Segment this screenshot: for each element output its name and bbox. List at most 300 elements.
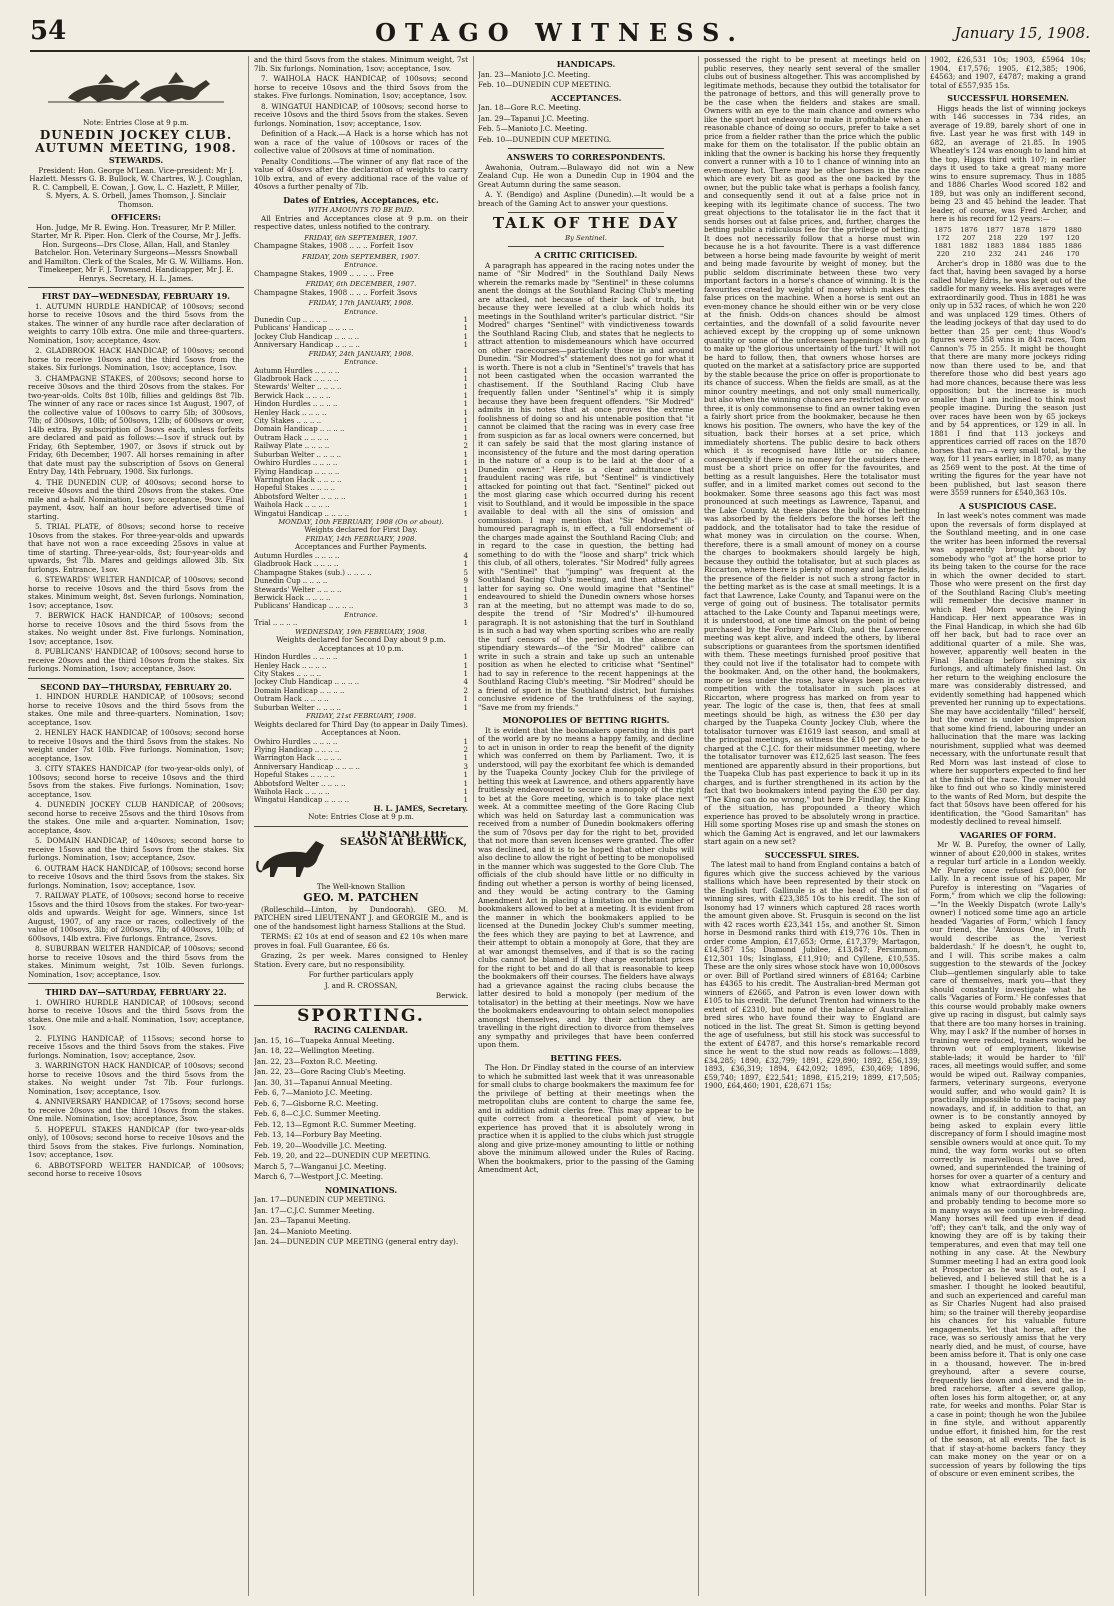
fee-amount: 1 — [463, 383, 468, 392]
acceptance-entry: Feb. 10—DUNEDIN CUP MEETING. — [478, 134, 612, 144]
article-paragraph: A paragraph has appeared in the racing notes under the name of "Sir Modred" in the Southland Daily News wherein the remarks made by "Sentinel" in these columns anent the doings at the Southland Racing Club's meeting are attacked, not because of their lack of truth, but because they were levelled at a club which holds its meetings in the Southland writer's particular district. "Sir Modred" charges "Sentinel" with vindictiveness towards the Southland Racing Club, and states that he neglects to attract attention to misdemeanours which have occurred on other racecourses—particularly those in and around Dunedin. "Sir Modred's" statement does not go for what it is worth. There is not a club in "Sentinel's" travels that has not been castigated when the occasion warranted the chastisement. If the Southland Racing Club have frequently fallen under "Sentinel's" whip it is simply because they have been frequent offenders. "Sir Modred" admits in his notes that at once proves the extreme foolishness of doing so and his untenable position that "it cannot be claimed that the racing was in every case free from suspicion as far as local owners were concerned, but it can safely be said that the most glaring instance of inconsistency of the future and the most daring operation in the nature of a coup is to be laid at the door of a Dunedin owner." Here is a clear admittance that fraudulent racing was rife, but "Sentinel" is vindictively attacked for pointing out that fact. "Sentinel" picked out the most glaring case which occurred during his recent visit to Southland, and it would be impossible in the space available to deal with all the sins of omission and commission. I may mention that "Sir Modred's" ill-humoured paragraph is, in effect, a full endorsement of the charges made against the Southland Racing Club; and in regard to the case in question, the betting had something to do with the "loose and sharp" trick which this club, of all others, tolerates. "Sir Modred" fully agrees with "Sentinel" that "jumping" was frequent at the Southland Racing Club's meeting, and then attacks the latter for saying so. One would imagine that "Sentinel" endeavoured to shield the Dunedin owners whose horses ran at the meeting, but no attempt was made to do so, despite the trend of "Sir Modred's" ill-humoured paragraph. It is not astonishing that the turf in Southland is in such a bad way when sporting scribes who are really the turf censors of the period, in the absence of stipendiary stewards—of the "Sir Modred" calibre can write in such a strain and take up such an untenable position as when he elected to criticise what "Sentinel" had to say in reference to the recent happenings at the Southland Racing Club's meeting. "Sir Modred" should be a friend of sport in the Southland district, but furnishes conclusive evidence of the truthfulness of the saying, "Save me from my friends." — [478, 260, 694, 712]
column-2 — [254, 56, 468, 1596]
fee-row — [254, 662, 468, 670]
table-cell: 232 — [988, 249, 1002, 258]
fee-row — [254, 754, 468, 762]
fee-row — [254, 586, 468, 594]
column-rule — [248, 56, 249, 1596]
fee-amount: 1 — [463, 501, 468, 510]
section-heading: SUCCESSFUL HORSEMEN. — [947, 93, 1069, 103]
fee-line: Champagne Stakes, 1908 .. .. .. Forfeit 3sovs — [254, 287, 418, 297]
sporting-heading: SPORTING. — [297, 1005, 425, 1026]
article-paragraph: Higgs heads the list of winning jockeys with 146 successes in 734 rides, an average of 19.89, barely short of one in five. Last year he was first with 149 in 682, an average of 21.85. In 1905 Wheatley's 124 was enough to land him at the top, Higgs third with 107; in earlier days it used to take a great many more wins to ensure supremacy. Thus in 1885 and 1886 Charles Wood scored 182 and 189, but was only an indifferent second, being 23 and 45 behind the leader. That leader, of course, was Fred Archer, and here is his record for 12 years:— — [930, 103, 1086, 223]
fee-row — [254, 619, 468, 627]
fee-row — [254, 746, 468, 754]
fee-race-name: Railway Plate .. .. .. .. — [254, 442, 330, 451]
table-cell: 1881 — [934, 241, 952, 250]
race-item: 8. PUBLICANS' HANDICAP, of 100sovs; second horse to receive 20sovs and the third 10sovs from the stakes. Six furlongs. Nomination, 1sov; acceptance, 3sov. — [28, 647, 244, 673]
section-heading: MONOPOLIES OF BETTING RIGHTS. — [502, 715, 670, 725]
racehorses-illustration — [28, 58, 244, 112]
fee-line: Champagne Stakes, 1909 .. .. .. .. Free — [254, 268, 394, 278]
divider — [508, 246, 664, 247]
fee-amount: 4 — [463, 678, 468, 687]
entrance-label: Entrance. — [344, 358, 378, 367]
table-cell: 207 — [962, 233, 976, 242]
fee-list — [254, 619, 468, 627]
fee-row — [254, 324, 468, 332]
date-heading: FRIDAY, 6th SEPTEMBER, 1907. — [304, 233, 418, 242]
fee-race-name: Stewards' Welter .. .. .. .. — [254, 585, 342, 594]
table-cell: 1884 — [1012, 241, 1030, 250]
article-paragraph: In last week's notes comment was made upon the reversals of form displayed at the Southland meeting, and in one case the writer has been informed the reversal was apparently brought about by somebody who "got at" the horse prior to its being taken to the course for the race in which the owner decided to start. Those who were present on the first day of the Southland Racing Club's meeting will remember the decisive manner in which Red Morn won the Flying Handicap. Her next appearance was in the Final Handicap, in which she had 6lb off her back, but had to race over an additional quarter of a mile. She was, however, apparently well beaten in the Final Handicap before running six furlongs, and ultimately finished last. On her return to the weighing enclosure the mare was considerably distressed, and evidently something had happened which prevented her running up to expectations. She may have accidentally "filled" herself, but the owner is under the impression that some kind friend, labouring under an hallucination that the mare was lacking nourishment, supplied what was deemed necessary, with the unfortunate result that Red Morn was last instead of close to where her supporters expected to find her at the finish of the race. The owner would like to find out who so kindly ministered to the wants of Red Morn, but despite the fact that 50sovs have been offered for his identification, the "Good Samaritan" has modestly declined to reveal himself. — [930, 511, 1086, 826]
fee-row — [254, 687, 468, 695]
fee-amount: 4 — [463, 551, 468, 560]
stallion-name: GEO. M. PATCHEN — [303, 891, 419, 905]
entrance-label: Entrance. — [344, 307, 378, 316]
race-item: 6. ABBOTSFORD WELTER HANDICAP, of 100sovs; second horse to receive 10sovs — [28, 1160, 244, 1178]
page-header — [30, 10, 1090, 52]
issue-date: January 15, 1908. — [954, 24, 1090, 42]
nominations-heading: NOMINATIONS. — [324, 1184, 398, 1195]
fee-row — [254, 560, 468, 568]
fee-race-name: Hindon Hurdles .. .. .. .. — [254, 653, 338, 662]
race-item-continued: and the third 5sovs from the stakes. Minimum weight, 7st 7lb. Six furlongs. Nomination, 1sov; acceptance, 1sov. — [254, 56, 468, 73]
race-item: 1. HINDON HURDLE HANDICAP, of 100sovs; second horse to receive 10sovs and the third 5sovs from the stakes. One mile and three-quarters. Nomination, 1sov; acceptance, 1sov. — [28, 692, 244, 727]
fee-race-name: Abbotsford Welter .. .. .. .. — [254, 779, 346, 788]
handicaps-list — [478, 71, 694, 90]
fee-race-name: Flying Handicap .. .. .. .. — [254, 467, 340, 476]
entrance-label: Entrance. — [344, 261, 378, 269]
section-heading: A SUSPICIOUS CASE. — [959, 500, 1057, 511]
table-cell: 241 — [1014, 249, 1028, 258]
fee-row — [254, 493, 468, 501]
race-item: 5. TRIAL PLATE, of 80sovs; second horse to receive 10sovs from the stakes. For three-year-olds and upwards that have not won a race exceeding 25sovs in value at time of starting. Three-year-olds, 8st; four-year-olds and upwards, 9st 7lb. Mares and geldings allowed 3lb. Six furlongs. Entrance, 1sov. — [28, 522, 244, 574]
race-item: 6. STEWARDS' WELTER HANDICAP, of 100sovs; second horse to receive 10sovs and the third 5sovs from the stakes. Minimum weight, 8st. Seven furlongs. Nomination, 1sov; acceptance, 1sov. — [28, 575, 244, 610]
section-heading: SUCCESSFUL SIRES. — [764, 849, 860, 860]
fee-row — [254, 434, 468, 442]
nomination-entry: Jan. 17—C.J.C. Summer Meeting. — [254, 1205, 375, 1215]
fee-race-name: Berwick Hack .. .. .. .. — [254, 593, 331, 602]
meeting-title: AUTUMN MEETING, 1908. — [35, 140, 237, 155]
fee-row — [254, 425, 468, 433]
article-paragraph: The Hon. Dr Findlay stated in the course of an interview to which he submitted last week that it was unreasonable for small clubs to charge bookmakers the maximum fee for the privilege of betting at their meetings when the metropolitan clubs are content to charge the same fee, and in addition admit clerks free. This may appear to be quite correct from a theoretical point of view, but experience has proved that it is absolutely wrong in practice when it is applied to the clubs which just struggle along and give prize-money amounting to little or nothing above the minimum allowed under the Rules of Racing. When the bookmakers, prior to the passing of the Gaming Amendment Act, — [478, 1063, 694, 1174]
weights-note: Weights declared for First Day. — [304, 525, 418, 535]
divider — [254, 826, 468, 827]
entrance-label: Entrance. — [344, 610, 378, 619]
fee-race-name: Hopeful Stakes .. .. .. .. — [254, 771, 335, 780]
calendar-entry: March 6, 7—Westport J.C. Meeting. — [254, 1172, 384, 1182]
fee-race-name: Gladbrook Hack .. .. .. .. — [254, 560, 339, 569]
fee-amount: 1 — [463, 467, 468, 476]
table-cell: 246 — [1040, 249, 1054, 258]
table-cell: 1877 — [986, 225, 1004, 234]
fee-race-name: Publicans' Handicap .. .. .. .. — [254, 324, 354, 333]
fee-race-name: Dunedin Cup .. .. .. .. — [254, 316, 328, 324]
weights-note: Weights declared for Third Day (to appear in Daily Times). — [254, 719, 468, 729]
advert-grazing: Grazing, 2s per week. Mares consigned to Henley Station. Every care, but no responsibility. — [254, 951, 468, 969]
race-item: 2. FLYING HANDICAP, of 115sovs; second horse to receive 15sovs and the third 5sovs from the stakes. Five furlongs. Nomination, 1sov; acceptance, 2sov. — [28, 1033, 244, 1060]
acceptances-note: Acceptances at 10 p.m. — [318, 643, 404, 653]
officers-heading: OFFICERS: — [111, 212, 161, 222]
fee-row — [254, 788, 468, 796]
table-cell: 197 — [1040, 233, 1054, 242]
acceptances-note: Acceptances at Noon. — [321, 728, 401, 738]
fee-amount: 1 — [463, 787, 468, 796]
fee-row — [254, 763, 468, 771]
fee-amount: 3 — [463, 762, 468, 771]
fee-amount: 2 — [463, 442, 468, 451]
fee-row — [254, 594, 468, 602]
table-cell: 170 — [1066, 249, 1080, 258]
article-paragraph: It is evident that the bookmakers operating in this part of the world are by no means a happy family, and decline to act in unison in order to reap the benefit of the dignity which was conferred on them by Parliament. Two, it is understood, will pay the exorbitant fee which is demanded by the Tuapeka County Jockey Club for the privilege of betting this week at Lawrence, and others apparently have fruitlessly endeavoured to secure a monopoly of the right to bet at the Gore meeting, which is to take place next week. At a committee meeting of the Gore Racing Club which was held on Saturday last a communication was received from a number of Dunedin bookmakers offering the sum of 70sovs per day for the right to bet, provided that not more than seven licenses were granted. The offer was declined, and it is to be hoped that other clubs will also decline to allow the right of betting to be monopolised in the manner which was suggested to the Gore Club. The officials of the club should have little or no difficulty in finding out whether a person is worthy of being licensed, and they would be acting contrary to the Gaming Amendment Act in placing a limitation on the number of bookmakers allowed to bet at a meeting. It is evident from the manner in which the bookmakers applied to be licensed at the Dunedin Jockey Club's summer meeting, the fees which they are paying to bet at Lawrence, and their attempt to obtain a monopoly at Gore, that they are at war amongst themselves, and if that is so the racing clubs cannot be blamed if they charge exorbitant prices for the right to bet and do all that is reasonable to keep the bookmakers off their courses. The fielders have always had a grievance against the racing clubs because the latter desired to hold a monopoly (per medium of the totalisator) in the betting at their meetings. Now we have the bookmakers endeavouring to obtain select monopolies amongst themselves, and by their action they are travelling in the right direction to divorce from themselves any sympathy and privileges that have been conferred upon them. — [478, 725, 694, 1049]
fee-row — [254, 442, 468, 450]
fee-row — [254, 468, 468, 476]
fee-race-name: Flying Handicap .. .. .. .. — [254, 745, 340, 754]
handicaps-heading: HANDICAPS. — [556, 59, 616, 69]
fee-race-name: Publicans' Handicap .. .. .. .. — [254, 602, 354, 611]
fee-amount: 1 — [463, 585, 468, 594]
fee-row — [254, 569, 468, 577]
fee-amount: 1 — [463, 366, 468, 375]
advert-subline: The Well-known Stallion — [316, 881, 406, 891]
race-item: 4. ANNIVERSARY HANDICAP, of 175sovs; second horse to receive 20sovs and the third 10sovs from the stakes. One mile. Nomination, 1sov; acceptance, 3sov. — [28, 1097, 244, 1123]
acceptance-entry: Feb. 5—Manioto J.C. Meeting. — [478, 124, 588, 133]
column-4 — [704, 56, 920, 1596]
column-5 — [930, 56, 1086, 1596]
fee-race-name: Stewards' Welter .. .. .. .. — [254, 383, 342, 392]
fee-row — [254, 341, 468, 349]
fee-row — [254, 459, 468, 467]
section-heading: VAGARIES OF FORM. — [959, 829, 1057, 840]
calendar-entry: Jan. 22, 23—Gore Racing Club's Meeting. — [254, 1067, 406, 1077]
column-rule — [698, 56, 699, 1596]
advert-place: Berwick. — [435, 991, 468, 1001]
racing-calendar-heading: RACING CALENDAR. — [313, 1025, 409, 1036]
fee-race-name: Jockey Club Handicap .. .. .. .. — [254, 332, 360, 341]
archer-record-table — [930, 226, 1086, 258]
fee-amount: 3 — [463, 602, 468, 611]
fee-race-name: City Stakes .. .. .. .. — [254, 670, 322, 678]
column-rule — [473, 56, 474, 1596]
weights-note: Weights declared for Second Day about 9 p.m. — [276, 635, 446, 645]
divider — [28, 678, 244, 679]
third-day-heading: THIRD DAY—SATURDAY, FEBRUARY 22. — [45, 987, 227, 997]
club-title: DUNEDIN JOCKEY CLUB. — [39, 128, 233, 142]
fee-list — [254, 738, 468, 805]
table-cell: 1879 — [1038, 225, 1056, 234]
race-item: 1. AUTUMN HURDLE HANDICAP, of 100sovs; second horse to receive 10sovs and the third 5sovs from the stakes. The winner of any hurdle race after declaration of weights to carry 10lb extra. One mile and three-quarters. Nomination, 1sov; acceptance, 4sov. — [28, 301, 244, 345]
fee-race-name: Outram Hack .. .. .. .. — [254, 695, 329, 704]
fee-race-name: Autumn Hurdles .. .. .. .. — [254, 366, 340, 375]
fee-race-name: Waihola Hack .. .. .. .. — [254, 501, 330, 510]
calendar-entry: Feb. 19, 20—Woodville J.C. Meeting. — [254, 1140, 387, 1150]
table-cell: 229 — [1014, 233, 1028, 242]
fee-amount: 1 — [463, 408, 468, 417]
fee-amount: 9 — [463, 577, 468, 586]
fee-row — [254, 367, 468, 375]
nomination-entry: Jan. 23—Tapanui Meeting. — [254, 1216, 351, 1226]
calendar-entry: Feb. 12, 13—Egmont R.C. Summer Meeting. — [254, 1119, 417, 1129]
date-heading: WEDNESDAY, 19th FEBRUARY, 1908. — [295, 627, 427, 636]
fee-amount: 1 — [463, 375, 468, 384]
fee-list — [254, 552, 468, 611]
fee-row — [254, 409, 468, 417]
fee-amount: 1 — [463, 459, 468, 468]
table-cell: 1885 — [1038, 241, 1056, 250]
fee-amount: 1 — [463, 670, 468, 678]
table-cell: 218 — [988, 233, 1002, 242]
race-item: 2. GLADBROOK HACK HANDICAP, of 100sovs; second horse to receive 10sovs and the third 5sovs from the stakes. Six furlongs. Nomination, 1sov; acceptance, 1sov. — [28, 346, 244, 372]
fee-race-name: Berwick Hack .. .. .. .. — [254, 391, 331, 400]
fee-amount: 1 — [463, 475, 468, 484]
calendar-entry: Feb. 13, 14—Forbury Bay Meeting. — [254, 1130, 382, 1140]
column-title: TALK OF THE DAY — [492, 214, 680, 232]
table-cell: 1883 — [986, 241, 1004, 250]
fee-amount: 1 — [463, 341, 468, 350]
fee-amount: 1 — [463, 332, 468, 341]
article-paragraph: Mr W. B. Purefoy, the owner of Lally, winner of about £20,000 in stakes, writes a regular turf article in a London weekly. Mr Purefoy once refused £20,000 for Lally. In a recent issue of his paper, Mr Purefoy is interesting on "Vagaries of Form," from which we clip the following:—"In the Weekly Dispatch (wrote Lally's owner) I noticed some time ago an article headed 'Vagaries of Form,' which I fancy our friend, the 'Anxious One,' in Truth would describe as the 'veriest balderdash.' If he doesn't, he ought to, and I will. This scribe makes a calm suggestion to the stewards of the Jockey Club—gentlemen singularly able to take care of themselves, mark you—that they should constantly investigate what he calls 'Vagaries of Form.' He confesses that this course would probably make owners give up racing in disgust, but calmly says that there are too many horses in training. Why, may I ask? If the number of horses in training were reduced, trainers would be thrown out of employment, likewise stable-lads; it would be harder to 'fill' races, all meetings would suffer, and some would be wiped out. Railway companies, farmers, veterinary surgeons, everyone would suffer, and who would gain? It is practically impossible to make racing pay nowadays, and if, in addition to that, an owner is to be constantly annoyed by being asked to explain every little discrepancy of form I should imagine most sensible owners would at once quit. To my mind, the way form works out so often correctly is marvellous. I have bred, owned, and superintended the training of horses for over a quarter of a century and know what extraordinarily delicate animals many of our thoroughbreds are, and probably tending to become more so in many ways as we continue in-breeding. Many horses will feed up even if dead 'off'; they can't talk, and the only way of knowing they are off is by taking their temperatures, and even that may tell one nothing in any case. At the Newbury Summer meeting I had an extra good look at Prospector as he was led out, as I believed, and I believed still that he is a smasher. I thought he looked beautiful, and such an experienced and careful man as Sir Charles Nugent had also praised him; so the trainer will thereby jeopardise his chances for his valuable future engagements. Yet that horse, after the race, was so seriously amiss that he very nearly died, and he must, of course, have been amiss before it. That is only one case in a thousand, however. The in-bred greyhound, after a severe course, frequently lies down and dies, and the in-bred racehorse, after a severe gallop, often loses his form altogether, or, at any rate, for weeks and months. Polar Star is a case in point; though he won the Jubilee in fine style, and without apparently undue effort, it finished him, for the rest of the season, at all events. The fact is that if stay-at-home backers fancy they can make money on the year or on a succession of years by following the tips of obscure or even eminent scribes, the — [930, 840, 1086, 1478]
fee-row — [254, 476, 468, 484]
fee-race-name: Hindon Hurdles .. .. .. .. — [254, 400, 338, 409]
handicap-entry: Feb. 10—DUNEDIN CUP MEETING. — [478, 80, 612, 89]
race-item: 4. THE DUNEDIN CUP, of 400sovs; second horse to receive 40sovs and the third 20sovs from the stakes. One mile and a-half. Nomination, 1sov; acceptance, 9sov. Final payment, 4sov, half an hour before advertised time of starting. — [28, 477, 244, 521]
fee-row — [254, 392, 468, 400]
race-item: 5. DOMAIN HANDICAP, of 140sovs; second horse to receive 15sovs and the third 5sovs from the stakes. Six furlongs. Nomination, 1sov; acceptance, 2sov. — [28, 836, 244, 862]
fee-amount: 1 — [463, 509, 468, 518]
race-item: 7. RAILWAY PLATE, of 100sovs; second horse to receive 15sovs and the third 10sovs from the stakes. For two-year-olds and upwards. Weight for age. Winners, since 1st August, 1907, of any race or races, collectively of the value of 100sovs, 3lb; of 200sovs, 7lb; of 400sovs, 10lb; of 600sovs, 14lb extra. Five furlongs. Entrance, 2sovs. — [28, 891, 244, 943]
fee-row — [254, 510, 468, 518]
date-heading: MONDAY, 10th FEBRUARY, 1908 (On or about). — [278, 517, 444, 526]
race-item: 3. WARRINGTON HACK HANDICAP, of 100sovs; second horse to receive 10sovs and the third 5sovs from the stakes. No weight under 7st 7lb. Four furlongs. Nomination, 1sov; acceptance, 1sov. — [28, 1061, 244, 1096]
date-heading: FRIDAY, 14th FEBRUARY, 1908. — [305, 534, 417, 543]
race-item: 3. CITY STAKES HANDICAP (for two-year-olds only), of 100sovs; second horse to receive 10sovs and the third 5sovs from the stakes. Five furlongs. Nomination, 1sov; acceptance, 1sov. — [28, 764, 244, 799]
table-cell: 120 — [1066, 233, 1080, 242]
dates-subheading: WITH AMOUNTS TO BE PAID. — [307, 206, 415, 214]
answers-heading: ANSWERS TO CORRESPONDENTS. — [506, 152, 666, 162]
stewards-heading: STEWARDS. — [108, 155, 164, 165]
fee-race-name: Dunedin Cup .. .. .. .. — [254, 577, 328, 586]
fee-row — [254, 417, 468, 425]
race-item: 4. DUNEDIN JOCKEY CLUB HANDICAP, of 200sovs; second horse to receive 25sovs and the third 10sovs from the stakes. One mile and a-quarter. Nomination, 1sov; acceptance, 4sov. — [28, 800, 244, 835]
date-heading: FRIDAY, 21st FEBRUARY, 1908. — [305, 712, 417, 721]
calendar-entry: Jan. 30, 31—Tapanui Annual Meeting. — [254, 1077, 393, 1087]
column-3 — [478, 56, 694, 1596]
table-cell: 1878 — [1012, 225, 1030, 234]
fee-race-name: Abbotsford Welter .. .. .. .. — [254, 492, 346, 501]
fee-amount: 1 — [463, 653, 468, 662]
fee-amount: 1 — [463, 316, 468, 324]
fee-amount: 1 — [463, 560, 468, 569]
fee-race-name: Trial .. .. .. .. — [254, 619, 298, 628]
fee-amount: 1 — [463, 484, 468, 493]
hack-definition: Definition of a Hack.—A Hack is a horse which has not won a race of the value of 100sovs or races of the collective value of 200sovs at time of nomination. — [254, 129, 468, 155]
column-rule — [925, 56, 926, 1596]
race-item: 1. OWHIRO HURDLE HANDICAP, of 100sovs; second horse to receive 10sovs and the third 5sovs from the stakes. One mile and a-half. Nomination, 1sov; acceptance, 1sov. — [28, 997, 244, 1032]
fee-race-name: Gladbrook Hack .. .. .. .. — [254, 375, 339, 384]
fee-race-name: Owhiro Hurdles .. .. .. .. — [254, 459, 338, 468]
fee-race-name: Outram Hack .. .. .. .. — [254, 433, 329, 442]
fee-amount: 1 — [463, 450, 468, 459]
fee-race-name: Anniversary Handicap .. .. .. .. — [254, 762, 360, 771]
secretary-signature: H. L. JAMES, Secretary. — [373, 803, 468, 813]
fee-race-name: Domain Handicap .. .. .. .. — [254, 686, 345, 695]
table-cell: 1876 — [960, 225, 978, 234]
fee-race-name: Warrington Hack .. .. .. .. — [254, 754, 342, 763]
table-cell: 210 — [962, 249, 976, 258]
acceptances-heading: ACCEPTANCES. — [550, 92, 622, 103]
date-heading: FRIDAY, 17th JANUARY, 1908. — [308, 299, 414, 307]
nomination-entry: Jan. 24—DUNEDIN CUP MEETING (general entry day). — [254, 1237, 459, 1247]
fee-amount: 2 — [463, 686, 468, 695]
answer-item: Awahonia, Outram.—Bulawayo did not win a New Zealand Cup. He won a Dunedin Cup in 1904 and the Great Autumn during the same season. — [478, 162, 694, 189]
page-number: 54 — [30, 16, 67, 46]
officers-text: Hon. Judge, Mr R. Ewing. Hon. Treasurer, Mr P. Miller. Starter, Mr R. Piper. Hon. Clerk of the Course, Mr J. Jeffs. Hon. Surgeons—Drs Close, Allan, Hall, and Stanley Batchelor. Hon. Veterinary Surgeons—Messrs Snowball and Hamilton. Clerk of the Scales, Mr G. W. Williams. Hon. Timekeeper, Mr F. J. Townsend. Handicapper, Mr J. E. Henrys. Secretary, H. L. James. — [28, 222, 244, 283]
first-day-heading: FIRST DAY—WEDNESDAY, FEBRUARY 19. — [41, 291, 231, 301]
fee-list — [254, 316, 468, 350]
section-heading: BETTING FEES. — [550, 1052, 622, 1063]
fee-amount: 1 — [463, 400, 468, 409]
calendar-entry: March 5, 7—Wanganui J.C. Meeting. — [254, 1161, 387, 1171]
fee-row — [254, 400, 468, 408]
fee-row — [254, 375, 468, 383]
calendar-entry: Jan. 22, 23—Foxton R.C. Meeting. — [254, 1056, 378, 1066]
second-day-heading: SECOND DAY—THURSDAY, FEBRUARY 20. — [40, 681, 232, 692]
fee-amount: 1 — [463, 619, 468, 628]
fee-race-name: Hopeful Stakes .. .. .. .. — [254, 484, 335, 493]
divider — [28, 287, 244, 288]
dates-heading: Dates of Entries, Acceptances, etc. — [283, 194, 439, 205]
fee-amount: 1 — [463, 754, 468, 763]
entries-note: Note: Entries Close at 9 p.m. — [83, 117, 189, 127]
dates-text: All Entries and Acceptances close at 9 p.m. on their respective dates, unless notified to the contrary. — [254, 213, 468, 231]
fee-row — [254, 704, 468, 712]
fee-amount: 1 — [463, 737, 468, 746]
advert-contact-name: J. and R. CROSSAN, — [324, 980, 398, 990]
fee-amount: 1 — [463, 433, 468, 442]
nominations-list — [254, 1196, 468, 1247]
fee-race-name: Champagne Stakes (sub.) .. .. .. .. — [254, 568, 372, 577]
racing-calendar-list — [254, 1037, 468, 1182]
fee-amount: 1 — [463, 324, 468, 333]
fee-amount: 1 — [463, 695, 468, 704]
fee-race-name: Wingatui Handicap .. .. .. .. — [254, 509, 350, 518]
table-cell: 1880 — [1064, 225, 1082, 234]
fee-race-name: City Stakes .. .. .. .. — [254, 417, 322, 426]
fee-race-name: Jockey Club Handicap .. .. .. .. — [254, 678, 360, 687]
fee-amount: 1 — [463, 425, 468, 434]
entries-note: Note: Entries Close at 9 p.m. — [308, 812, 414, 822]
article-paragraph: 1902, £26,531 10s; 1903, £5964 10s; 1904, £17,576; 1905, £12,385; 1906, £4563; and 1907, £4787; making a grand total of £557,935 15s. — [930, 56, 1086, 90]
fee-row — [254, 738, 468, 746]
section-heading: A CRITIC CRITICISED. — [534, 250, 638, 260]
fee-race-name: Wingatui Handicap .. .. .. .. — [254, 796, 350, 805]
fee-line: Champagne Stakes, 1908 .. .. .. Forfeit 1sov — [254, 241, 414, 250]
acceptance-entry: Jan. 18—Gore R.C. Meeting. — [478, 103, 581, 112]
masthead-title: OTAGO WITNESS. — [375, 18, 745, 47]
fee-amount: 1 — [463, 771, 468, 780]
fee-race-name: Suburban Welter .. .. .. .. — [254, 703, 342, 712]
race-item: 2. HENLEY HACK HANDICAP, of 100sovs; second horse to receive 10sovs and the third 5sovs from the stakes. No weight under 7st 10lb. Five furlongs. Nomination, 1sov; acceptance, 1sov. — [28, 728, 244, 763]
fee-amount: 1 — [463, 703, 468, 712]
byline: By Sentinel. — [565, 233, 607, 242]
fee-amount: 5 — [463, 568, 468, 577]
fee-row — [254, 653, 468, 661]
answer-item: A. Y. (Bendigo) and Aspline (Dunedin).—It would be a breach of the Gaming Act to answer your questions. — [478, 190, 694, 208]
divider — [508, 148, 664, 149]
fee-row — [254, 577, 468, 585]
fee-row — [254, 670, 468, 678]
column-1 — [28, 56, 244, 1596]
fee-race-name: Domain Handicap .. .. .. .. — [254, 425, 345, 434]
fee-row — [254, 333, 468, 341]
horse-icon — [254, 831, 334, 881]
fee-race-name: Henley Hack .. .. .. .. — [254, 661, 327, 670]
fee-row — [254, 383, 468, 391]
calendar-entry: Jan. 15, 16—Tuapeka Annual Meeting. — [254, 1035, 395, 1045]
fee-row — [254, 501, 468, 509]
table-cell: 220 — [936, 249, 950, 258]
date-heading: FRIDAY, 24th JANUARY, 1908. — [308, 349, 414, 358]
article-paragraph: possessed the right to be present at meetings held on public reserves, they nearly sent several of the smaller clubs out of business altogether. This was accomplished by legitimate methods, because they outbid the totalisator for the patronage of bettors, and this will generally prove to be the case when the fielders and stakes are small. Owners with an eye to the main chance and owners who like the sport but endeavour to make it profitable when a reasonable chance of doing so occurs, prefer to take a set price from a fielder rather than the price which the public make for them on the totalisator. If the public obtain an inkling that the owner is backing his horse they frequently convert a runner with a 10 to 1 chance of winning into an even-money hot. There may be other horses in the race which are every bit as good as the one backed by the owner, but the public take what is perhaps a foolish fancy, and consequently send it out at a false price not in keeping with its legitimate chance of success. The two great objections to the totalisator lie in the fact that it sends horses out at false prices, and, further, charges the betting public a ridiculous fee for the privilege of betting. It does not necessarily follow that a horse must win because he is a hot favourite. There is a vast difference between a horse being made favourite by weight of merit and being made favourite by weight of money, but the public seldom discriminate between these two very important factors in a horse's chance of winning. It is the favourites created by weight of money which makes the false prices on the machine. When a horse is sent out an even-money chance he should either win or be very close at the finish. Odds-on chances should be almost certainties, and the downfall of a solid favourite never achieved except by the cropping up of some unknown quantity or some of the unforeseen happenings which go to make up 'the glorious uncertainty of the turf.' It will not be hard to follow, then, that owners whose horses are quoted on the market at a satisfactory price are supported by the stable because the price on offer is proportionate to its chance of success. When the fields are small, as at the minor country meetings, and not only small numerically, but also when the winning chances are restricted to two or three, it is only commonsense to find an owner taking even a fairly short price from the bookmaker, because he then knows his position. The owners, who have the key of the situation, back their horses at a set price, which immediately shortens. The public desire to back others which it is recognised have little or no chance, consequently if there is no money for the outsiders there must be a short price on offer for the favourites, and betting as a result languishes. Here the totalisator must suffer, and in a limited market comes out second to the bookmaker. Some three seasons ago this fact was most pronounced at such meetings as Lawrence, Tapanui, and the Lake County. At these places the bulk of the betting was absorbed by the fielders before the horses left the paddock, and the totalisator had to take the residue of what money was in circulation on the course. When, therefore, there is a small amount of money on a course the charges to bookmakers should largely be high, because they outbid the totalisator, but at such places as Riccarton, where there is plenty of money and large fields, the presence of the fielder is not such a strong factor in the betting market as is the case at small meetings. It is a fact that Lawrence, Lake County, and Tapanui were on the verge of going out of business. The totalisator permits attached to the Lake County and Tapanui meetings were, it is understood, at one time almost on the point of being purchased by the Forbury Park Club, and the Lawrence meeting was kept alive, and indeed the others, by liberal subscriptions or guarantees from the sportsmen identified with them. These meetings furnished proof positive that they could not live if the totalisator had to compete with the bookmaker. And, on the other hand, the bookmakers, more or less under the rose, have always been in active competition with the totalisator in such places at Riccarton, where progress has marked on from year to year. The logic of the case is, then, that fees at small meetings should be high, as witness the £30 per day charged by the Tuapeka County Jockey Club, where the totalisator turnover was £1619 last season, and small at the principal meetings, as witness the £10 per day to be charged at the C.J.C. for their midsummer meeting, where the totalisator turnover was £12,625 last season. The fees mentioned are apparently absurd in their proportions, but the Tuapeka Club has past experience to back it up in its charges, and is further strengthened in its action by the fact that two bookmakers intend paying the £30 per day. "The King can do no wrong," but here Dr Findlay, the King of the situation, has propounded a theory which experience has proved to be absolutely wrong in practice. Hill some sporting Moses rise up and smash the stones on which the Gaming Act is engraved, and let our lawmakers start again on a new set? — [704, 56, 920, 846]
fee-amount: 1 — [463, 391, 468, 400]
fee-amount: 1 — [463, 661, 468, 670]
fee-race-name: Henley Hack .. .. .. .. — [254, 408, 327, 417]
fee-amount: 1 — [463, 796, 468, 805]
acceptance-entry: Jan. 29—Tapanui J.C. Meeting. — [478, 113, 589, 123]
fee-amount: 1 — [463, 492, 468, 501]
divider — [28, 983, 244, 984]
fee-row — [254, 316, 468, 324]
fee-row — [254, 552, 468, 560]
fee-race-name: Waihola Hack .. .. .. .. — [254, 787, 330, 796]
acceptances-note: Acceptances and Further Payments. — [295, 542, 427, 552]
fee-amount: 1 — [463, 779, 468, 788]
stallion-advert — [254, 831, 468, 883]
calendar-entry: Feb. 6, 7—Gisborne R.C. Meeting. — [254, 1098, 379, 1108]
fee-row — [254, 484, 468, 492]
nomination-entry: Jan. 24—Manioto Meeting. — [254, 1226, 352, 1236]
article-paragraph: Archer's drop in 1880 was due to the fact that, having been savaged by a horse called Muley Edris, he was kept out of the saddle for many weeks. His averages were extraordinarily good. Thus in 1881 he was only up in 532 races, of which he won 220 and was unplaced 129 times. Others of the leading jockeys of that day used to do better than 25 per cent; thus Wood's figures were 358 wins in 843 races, Tom Cannon's 75 in 255. It might be thought that there are many more jockeys riding now than there used to be, and that therefore those who did best years ago had more chances, because there was less opposition; but the increase is much smaller than I am inclined to think most people imagine. During the season just over races have been won by 65 jockeys and by 54 apprentices, or 129 in all. In 1881 I find that 113 jockeys and apprentices carried off races on the 1870 horses that ran—a very small total, by the way, for 11 years earlier, in 1870, as many as 2569 went to the post. At the time of writing the figures for the year have not been published, but last season there were 3559 runners for £540,363 10s. — [930, 258, 1086, 497]
acceptances-list — [478, 104, 694, 144]
fee-row — [254, 780, 468, 788]
calendar-entry: Feb. 19, 20, and 22—DUNEDIN CUP MEETING. — [254, 1151, 431, 1161]
nomination-entry: Jan. 17—DUNEDIN CUP MEETING. — [254, 1195, 386, 1205]
fee-row — [254, 695, 468, 703]
fee-row — [254, 771, 468, 779]
penalty-conditions: Penalty Conditions.—The winner of any flat race of the value of 40sovs after the declaration of weights to carry 10lb extra, and of every additional race of the value of 40sovs a further penalty of 7lb. — [254, 156, 468, 191]
calendar-entry: Jan. 18, 22—Wellington Meeting. — [254, 1046, 375, 1056]
table-cell: 172 — [936, 233, 950, 242]
fee-race-name: Anniversary Handicap .. .. .. .. — [254, 341, 360, 350]
advert-contact-label: For further particulars apply — [308, 970, 414, 980]
advert-text: (Rolleschild—Linton, by Dundoorah). GEO. M. PATCHEN sired LIEUTENANT J. and GEORGIE M., and is one of the handsomest light harness Stallions at the Stud. — [254, 904, 468, 931]
fee-amount: 1 — [463, 417, 468, 426]
table-cell: 1882 — [960, 241, 978, 250]
table-cell: 1886 — [1064, 241, 1082, 250]
fee-list — [254, 653, 468, 712]
stewards-text: President: Hon. George M'Lean. Vice-president: Mr J. Hazlett. Messrs G. B. Bullock, W. Chartres, W. J. Coughlan, R. C. Campbell, E. Cowan, J. Gow, L. C. Hazlett, P. Miller, S. Myers, A. S. Orbell, James Thomson, J. Sinclair Thomson. — [29, 165, 243, 209]
race-item: 6. OUTRAM HACK HANDICAP, of 100sovs; second horse to receive 10sovs and the third 5sovs from the stakes. Six furlongs. Nomination, 1sov; acceptance, 1sov. — [28, 863, 244, 890]
fee-list — [254, 367, 468, 518]
advert-terms: TERMS: £2 10s at end of season and £2 10s when mare proves in foal. Full Guarantee, £6 6s. — [254, 932, 468, 950]
race-item: 8. WINGATUI HANDICAP, of 100sovs; second horse to receive 10sovs and the third 5sovs from the stakes. Seven furlongs. Nomination, 1sov; acceptance, 1sov. — [254, 101, 468, 128]
fee-race-name: Owhiro Hurdles .. .. .. .. — [254, 737, 338, 746]
divider — [508, 212, 664, 213]
calendar-entry: Feb. 6, 7—Manioto J.C. Meeting. — [254, 1088, 373, 1098]
fee-row — [254, 678, 468, 686]
advert-headline: TO STAND THE SEASON At BERWICK, — [339, 830, 468, 849]
race-item: 7. WAIHOLA HACK HANDICAP, of 100sovs; second horse to receive 10sovs and the third 5sovs from the stakes. Five furlongs. Nomination, 1sov; acceptance, 1sov. — [254, 74, 468, 100]
